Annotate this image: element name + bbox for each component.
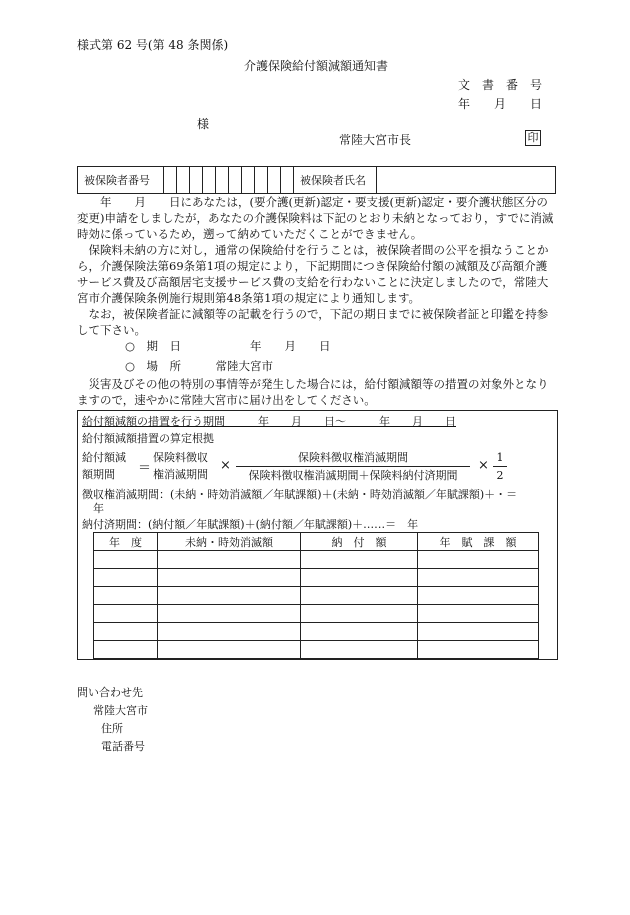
digit-cell [216, 167, 229, 194]
digit-cell [255, 167, 268, 194]
notice-footer [77, 376, 557, 408]
fraction-denominator: 保険料徴収権消滅期間＋保険料納付済期間 [248, 469, 458, 482]
digit-cell [281, 167, 294, 194]
table-row [94, 551, 539, 569]
issuer-name: 常陸大宮市長 [339, 133, 412, 147]
insured-id-table [77, 166, 556, 194]
formula-lhs-top: 給付額減 [82, 451, 126, 464]
formula-lhs [82, 449, 126, 483]
digit-cell [203, 167, 216, 194]
paragraph-submission-request: なお，被保険者証に減額等の記載を行うので，下記の期日までに被保険者証と印鑑を持参して下さい。 [77, 307, 549, 337]
date-label: 年 月 日 [458, 97, 543, 111]
formula-term1-bottom: 権消滅期間 [153, 468, 208, 481]
extinct-period-unit: 年 [93, 502, 104, 515]
contact-org: 常陸大宮市 [93, 704, 148, 717]
extinct-period-line: 徴収権消滅期間：(未納・時効消滅額／年賦課額)＋(未納・時効消滅額／年賦課額)＋・＝ [82, 488, 518, 501]
column-header-year: 年 度 [94, 533, 158, 551]
place-line: ○ 場 所 常陸大宮市 [125, 359, 274, 373]
formula-term1-top: 保険料徴収 [153, 451, 208, 464]
formula-times-1: × [220, 458, 231, 473]
column-header-paid: 納 付 額 [301, 533, 418, 551]
digit-cell [177, 167, 190, 194]
deadline-line: ○ 期 日 年 月 日 [125, 339, 331, 353]
formula-half-fraction [493, 449, 507, 484]
reduction-period-line: 給付額減額の措置を行う期間 年 月 日～ 年 月 日 [82, 415, 456, 428]
addressee-suffix: 様 [197, 117, 210, 131]
column-header-unpaid: 未納・時効消滅額 [158, 533, 301, 551]
table-row [94, 641, 539, 659]
digit-cell [229, 167, 242, 194]
paragraph-reduction-decision: 保険料未納の方に対し，通常の保険給付を行うことは，被保険者間の公平を損なうことから，介護保険法第69条第1項の規定により，下記期間につき保険給付額の減額及び高額介護サービス費及び高額居宅支援サービス費の支給を行わないことに決定しましたので，常陸大宮市介護保険条例施行規則第48条第1項の規定により通知します。 [77, 243, 549, 305]
table-row [94, 587, 539, 605]
notice-body [77, 194, 557, 338]
formula-times-2: × [478, 458, 489, 473]
formula-equals: ＝ [138, 461, 152, 476]
insured-name-value [377, 167, 556, 194]
insured-number-label: 被保険者番号 [78, 167, 164, 194]
formula-main-fraction [236, 449, 470, 484]
contact-phone-label: 電話番号 [101, 740, 145, 753]
table-row [94, 569, 539, 587]
digit-cell [242, 167, 255, 194]
form-number: 様式第 62 号(第 48 条関係) [77, 38, 229, 52]
table-header-row [94, 533, 539, 551]
premium-history-table [93, 532, 539, 659]
formula-term1 [153, 449, 208, 483]
fraction-numerator: 保険料徴収権消滅期間 [236, 449, 470, 467]
digit-cell [164, 167, 177, 194]
half-numerator: 1 [493, 449, 507, 467]
table-row [94, 605, 539, 623]
formula-lhs-bottom: 額期間 [82, 468, 115, 481]
digit-cell [190, 167, 203, 194]
insured-name-label: 被保険者氏名 [294, 167, 377, 194]
document-title: 介護保険給付額減額通知書 [244, 59, 389, 73]
contact-heading: 問い合わせ先 [77, 686, 143, 699]
paragraph-application: 年 月 日にあなたは，(要介護(更新)認定・要支援(更新)認定・要介護状態区分の変更)申請をしましたが，あなたの介護保険料は下記のとおり未納となっており，すでに消滅時効に係っているため，遡って納めていただくことができません。 [77, 195, 554, 241]
doc-number-label: 文 書 番 号 [458, 78, 543, 92]
seal-mark: 印 [525, 130, 541, 146]
contact-address-label: 住所 [101, 722, 123, 735]
table-row [94, 623, 539, 641]
column-header-annual: 年 賦 課 額 [418, 533, 539, 551]
basis-title: 給付額減額措置の算定根拠 [82, 432, 214, 445]
digit-cell [268, 167, 281, 194]
paragraph-special-circumstances: 災害及びその他の特別の事情等が発生した場合には，給付額減額等の措置の対象外となりますので，速やかに常陸大宮市に届け出をしてください。 [77, 377, 549, 407]
half-denominator: 2 [496, 469, 504, 482]
paid-period-line: 納付済期間：(納付額／年賦課額)＋(納付額／年賦課額)＋……＝ 年 [82, 518, 419, 531]
